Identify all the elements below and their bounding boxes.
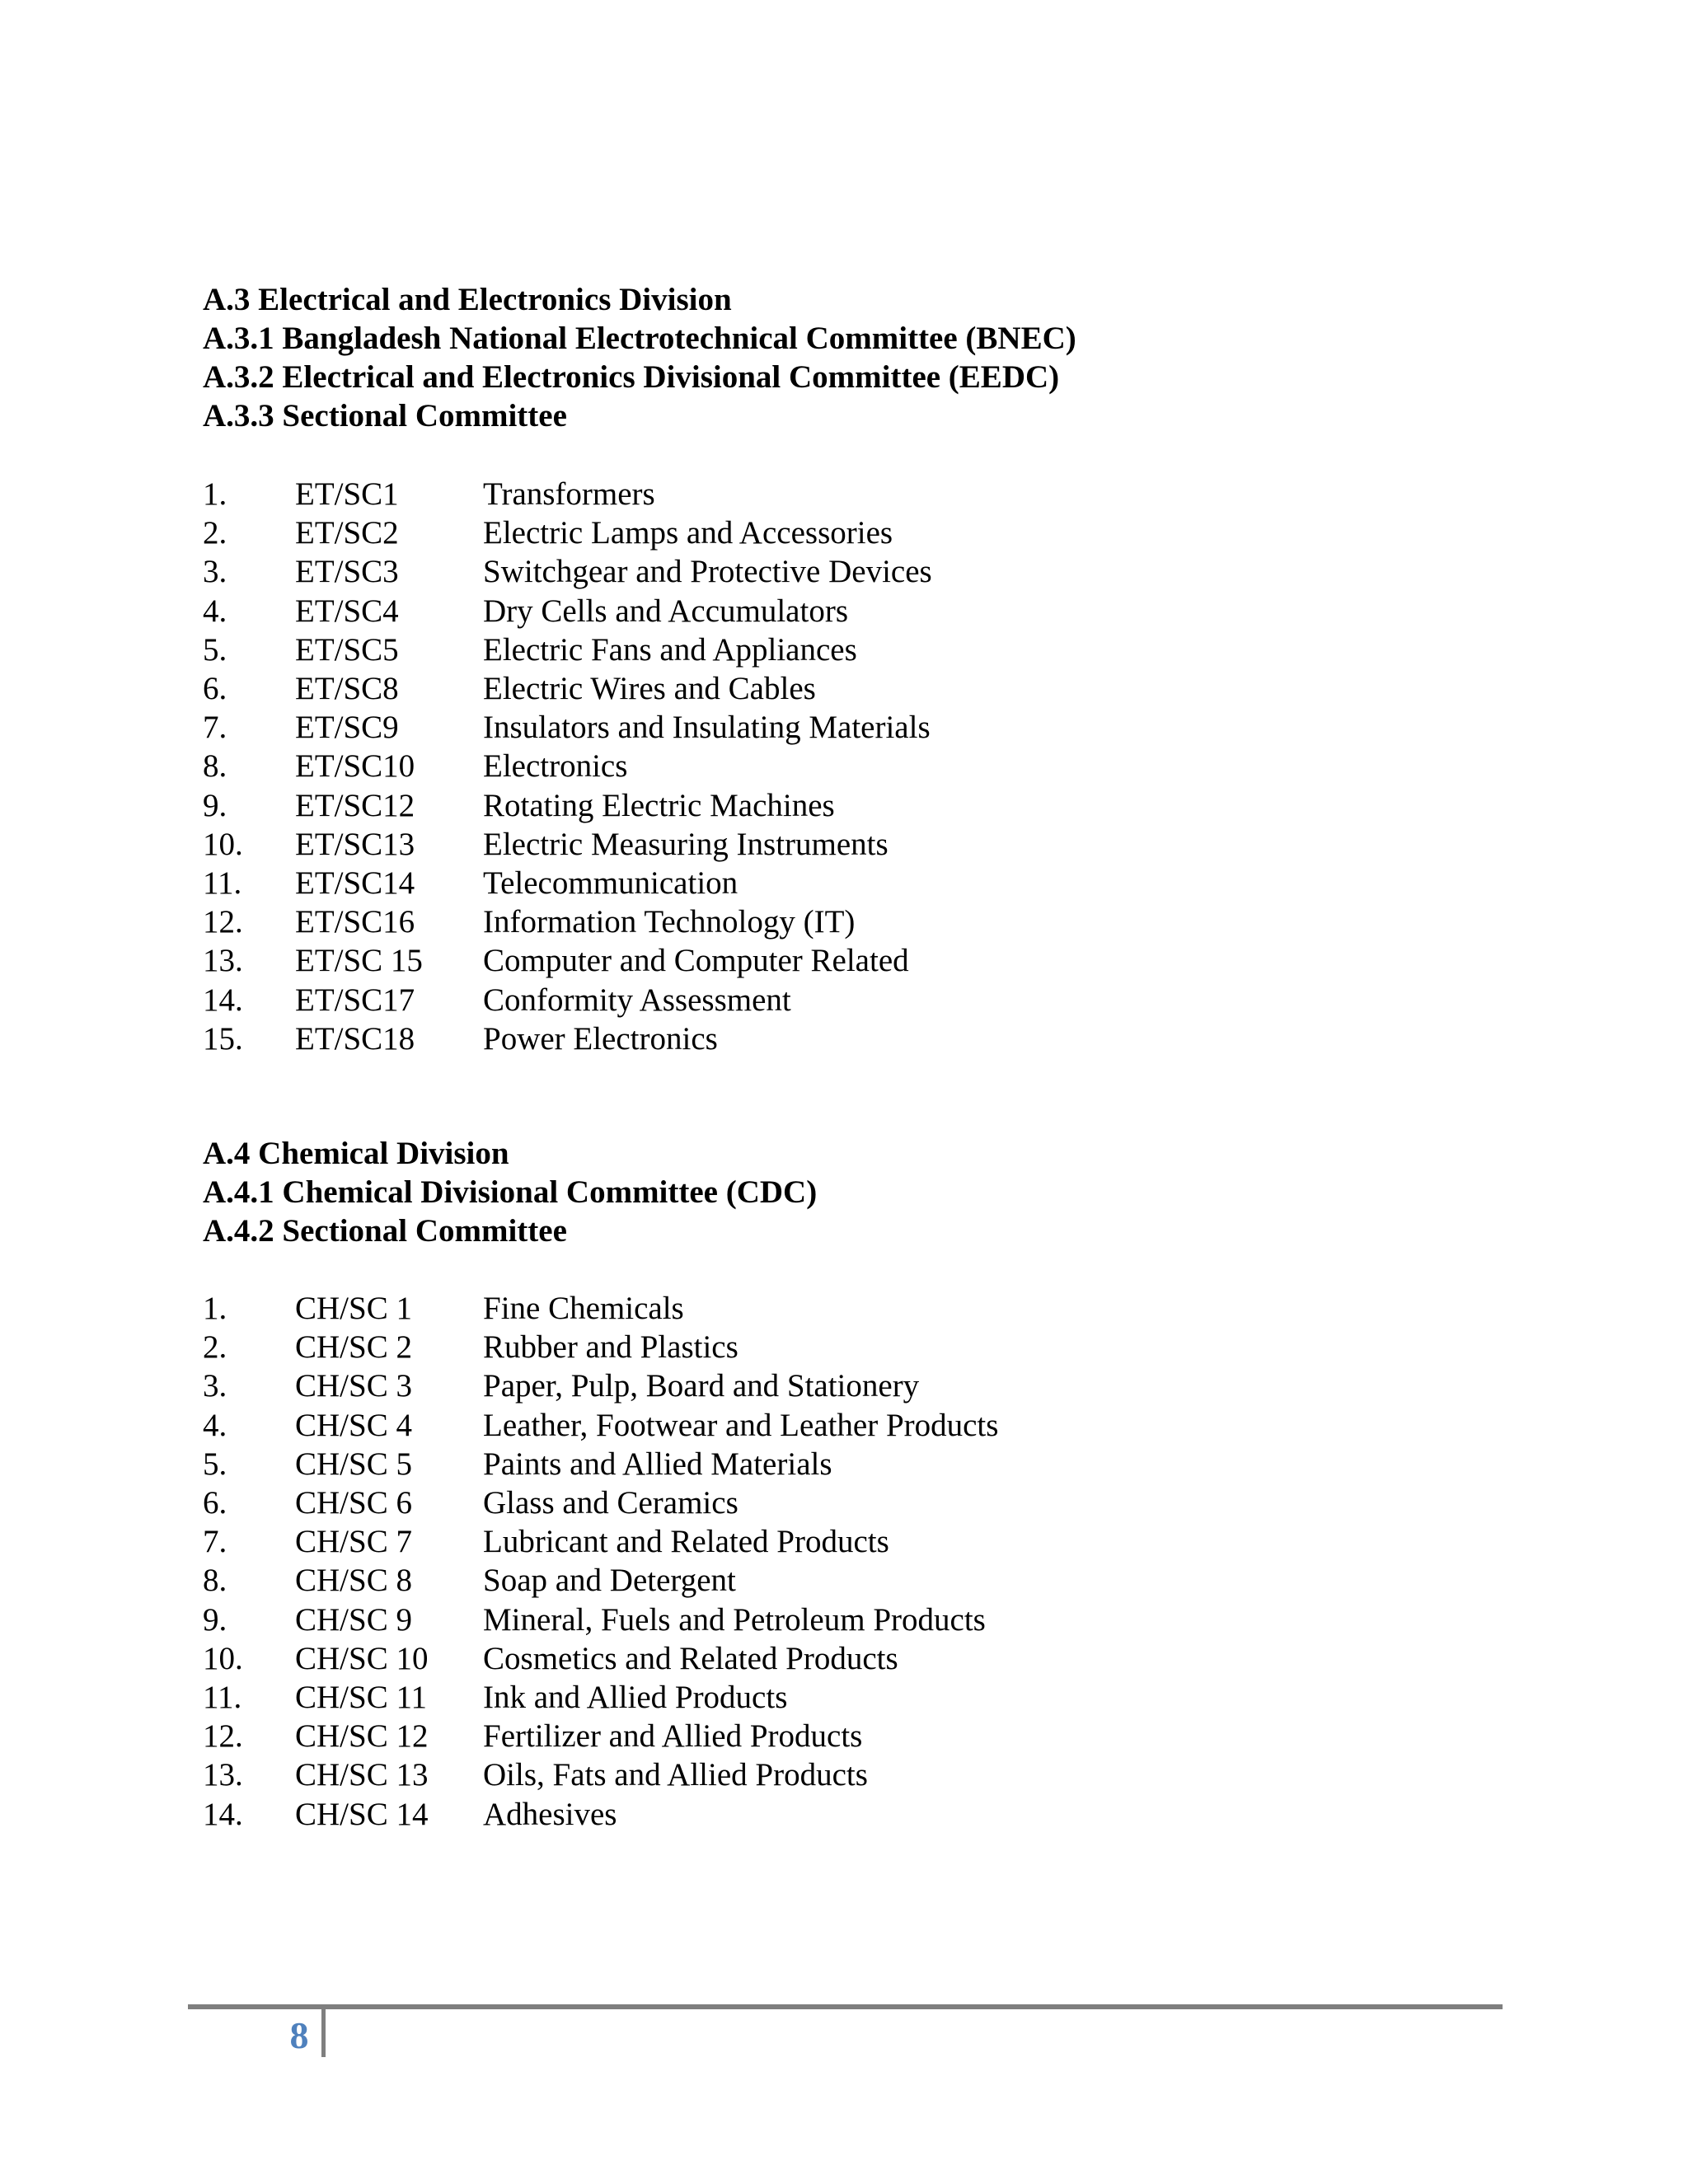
section-heading-a3-2: A.3.2 Electrical and Electronics Divisional Committee (EEDC) <box>203 359 1060 395</box>
committee-title: Adhesives <box>483 1796 617 1832</box>
committee-code: ET/SC3 <box>295 554 399 590</box>
committee-title: Glass and Ceramics <box>483 1485 738 1521</box>
item-number: 9. <box>203 1601 227 1638</box>
item-number: 14. <box>203 1796 243 1832</box>
item-number: 8. <box>203 1563 227 1599</box>
item-number: 15. <box>203 1020 243 1057</box>
item-number: 7. <box>203 710 227 746</box>
committee-code: CH/SC 9 <box>295 1601 412 1638</box>
committee-code: ET/SC1 <box>295 476 399 513</box>
list-item <box>203 902 932 941</box>
committee-title: Rotating Electric Machines <box>483 787 835 823</box>
committee-title: Insulators and Insulating Materials <box>483 710 931 746</box>
item-number: 6. <box>203 1485 227 1521</box>
committee-code: CH/SC 7 <box>295 1524 412 1560</box>
list-item <box>203 552 932 591</box>
committee-code: ET/SC18 <box>295 1020 415 1057</box>
committee-title: Dry Cells and Accumulators <box>483 593 848 629</box>
list-item <box>203 630 932 669</box>
item-number: 6. <box>203 671 227 707</box>
committee-code: CH/SC 1 <box>295 1291 412 1327</box>
committee-code: ET/SC14 <box>295 865 415 901</box>
page-number: 8 <box>289 2014 309 2056</box>
list-item <box>203 1601 998 1639</box>
committee-title: Electric Fans and Appliances <box>483 631 857 668</box>
committee-code: CH/SC 5 <box>295 1446 412 1482</box>
committee-code: ET/SC8 <box>295 671 399 707</box>
item-number: 14. <box>203 982 243 1018</box>
committee-code: CH/SC 2 <box>295 1329 412 1366</box>
section-heading-a4-2: A.4.2 Sectional Committee <box>203 1213 567 1249</box>
list-item <box>203 825 932 864</box>
committee-code: ET/SC10 <box>295 748 415 785</box>
section-heading-a3-1: A.3.1 Bangladesh National Electrotechnical Committee (BNEC) <box>203 321 1076 356</box>
item-number: 3. <box>203 554 227 590</box>
committee-title: Conformity Assessment <box>483 982 791 1018</box>
committee-code: CH/SC 13 <box>295 1757 429 1793</box>
committee-title: Lubricant and Related Products <box>483 1524 889 1560</box>
committee-title: Oils, Fats and Allied Products <box>483 1757 868 1793</box>
list-item <box>203 1366 998 1405</box>
committee-title: Computer and Computer Related <box>483 943 909 979</box>
committee-title: Switchgear and Protective Devices <box>483 554 932 590</box>
committee-title: Information Technology (IT) <box>483 904 856 940</box>
committee-code: ET/SC12 <box>295 787 415 823</box>
item-number: 11. <box>203 865 242 901</box>
item-number: 10. <box>203 826 243 862</box>
item-number: 3. <box>203 1368 227 1404</box>
item-number: 8. <box>203 748 227 785</box>
section-heading-a3-3: A.3.3 Sectional Committee <box>203 398 567 434</box>
committee-title: Fine Chemicals <box>483 1291 684 1327</box>
item-number: 9. <box>203 787 227 823</box>
committee-title: Mineral, Fuels and Petroleum Products <box>483 1601 986 1638</box>
item-number: 1. <box>203 476 227 513</box>
list-item <box>203 1019 932 1058</box>
committee-title: Electric Wires and Cables <box>483 671 816 707</box>
committee-code: CH/SC 12 <box>295 1718 429 1755</box>
item-number: 5. <box>203 1446 227 1482</box>
committee-code: CH/SC 14 <box>295 1796 429 1832</box>
committee-title: Soap and Detergent <box>483 1563 736 1599</box>
item-number: 7. <box>203 1524 227 1560</box>
list-item <box>203 1289 998 1328</box>
list-item <box>203 1561 998 1600</box>
list-item <box>203 669 932 708</box>
committee-code: ET/SC 15 <box>295 943 423 979</box>
footer-divider <box>321 2009 326 2057</box>
item-number: 13. <box>203 1757 243 1793</box>
item-number: 4. <box>203 593 227 629</box>
committee-title: Power Electronics <box>483 1020 718 1057</box>
list-item <box>203 786 932 825</box>
list-item <box>203 1717 998 1755</box>
committee-code: ET/SC5 <box>295 631 399 668</box>
section-heading-a4: A.4 Chemical Division <box>203 1136 509 1171</box>
list-item <box>203 864 932 902</box>
committee-title: Paints and Allied Materials <box>483 1446 832 1482</box>
list-item <box>203 1406 998 1445</box>
committee-code: ET/SC2 <box>295 515 399 551</box>
committee-code: CH/SC 8 <box>295 1563 412 1599</box>
list-item <box>203 708 932 747</box>
list-item <box>203 1328 998 1366</box>
list-item <box>203 1755 998 1794</box>
committee-code: ET/SC13 <box>295 826 415 862</box>
sectional-committee-list-a4 <box>203 1289 998 1834</box>
list-item <box>203 513 932 552</box>
item-number: 13. <box>203 943 243 979</box>
committee-title: Fertilizer and Allied Products <box>483 1718 863 1755</box>
committee-title: Ink and Allied Products <box>483 1679 788 1715</box>
item-number: 2. <box>203 515 227 551</box>
committee-code: CH/SC 11 <box>295 1679 428 1715</box>
item-number: 4. <box>203 1407 227 1443</box>
list-item <box>203 941 932 980</box>
section-heading-a4-1: A.4.1 Chemical Divisional Committee (CDC) <box>203 1174 818 1210</box>
committee-title: Electric Lamps and Accessories <box>483 515 893 551</box>
list-item <box>203 980 932 1019</box>
item-number: 10. <box>203 1640 243 1676</box>
item-number: 2. <box>203 1329 227 1366</box>
list-item <box>203 1678 998 1717</box>
committee-title: Telecommunication <box>483 865 738 901</box>
committee-code: ET/SC9 <box>295 710 399 746</box>
committee-title: Transformers <box>483 476 655 513</box>
list-item <box>203 475 932 513</box>
list-item <box>203 1522 998 1561</box>
list-item <box>203 1483 998 1522</box>
committee-title: Leather, Footwear and Leather Products <box>483 1407 999 1443</box>
list-item <box>203 1445 998 1483</box>
committee-title: Paper, Pulp, Board and Stationery <box>483 1368 920 1404</box>
item-number: 1. <box>203 1291 227 1327</box>
item-number: 12. <box>203 904 243 940</box>
footer-rule <box>188 2004 1503 2009</box>
committee-code: ET/SC4 <box>295 593 399 629</box>
committee-title: Electric Measuring Instruments <box>483 826 889 862</box>
committee-title: Electronics <box>483 748 628 785</box>
committee-code: ET/SC17 <box>295 982 415 1018</box>
committee-code: CH/SC 6 <box>295 1485 412 1521</box>
item-number: 12. <box>203 1718 243 1755</box>
committee-code: CH/SC 4 <box>295 1407 412 1443</box>
committee-code: CH/SC 3 <box>295 1368 412 1404</box>
item-number: 5. <box>203 631 227 668</box>
item-number: 11. <box>203 1679 242 1715</box>
committee-code: CH/SC 10 <box>295 1640 429 1676</box>
list-item <box>203 747 932 785</box>
section-heading-a3: A.3 Electrical and Electronics Division <box>203 282 732 317</box>
list-item <box>203 1639 998 1678</box>
committee-title: Cosmetics and Related Products <box>483 1640 898 1676</box>
committee-code: ET/SC16 <box>295 904 415 940</box>
list-item <box>203 592 932 630</box>
sectional-committee-list-a3 <box>203 475 932 1058</box>
committee-title: Rubber and Plastics <box>483 1329 738 1366</box>
list-item <box>203 1794 998 1833</box>
